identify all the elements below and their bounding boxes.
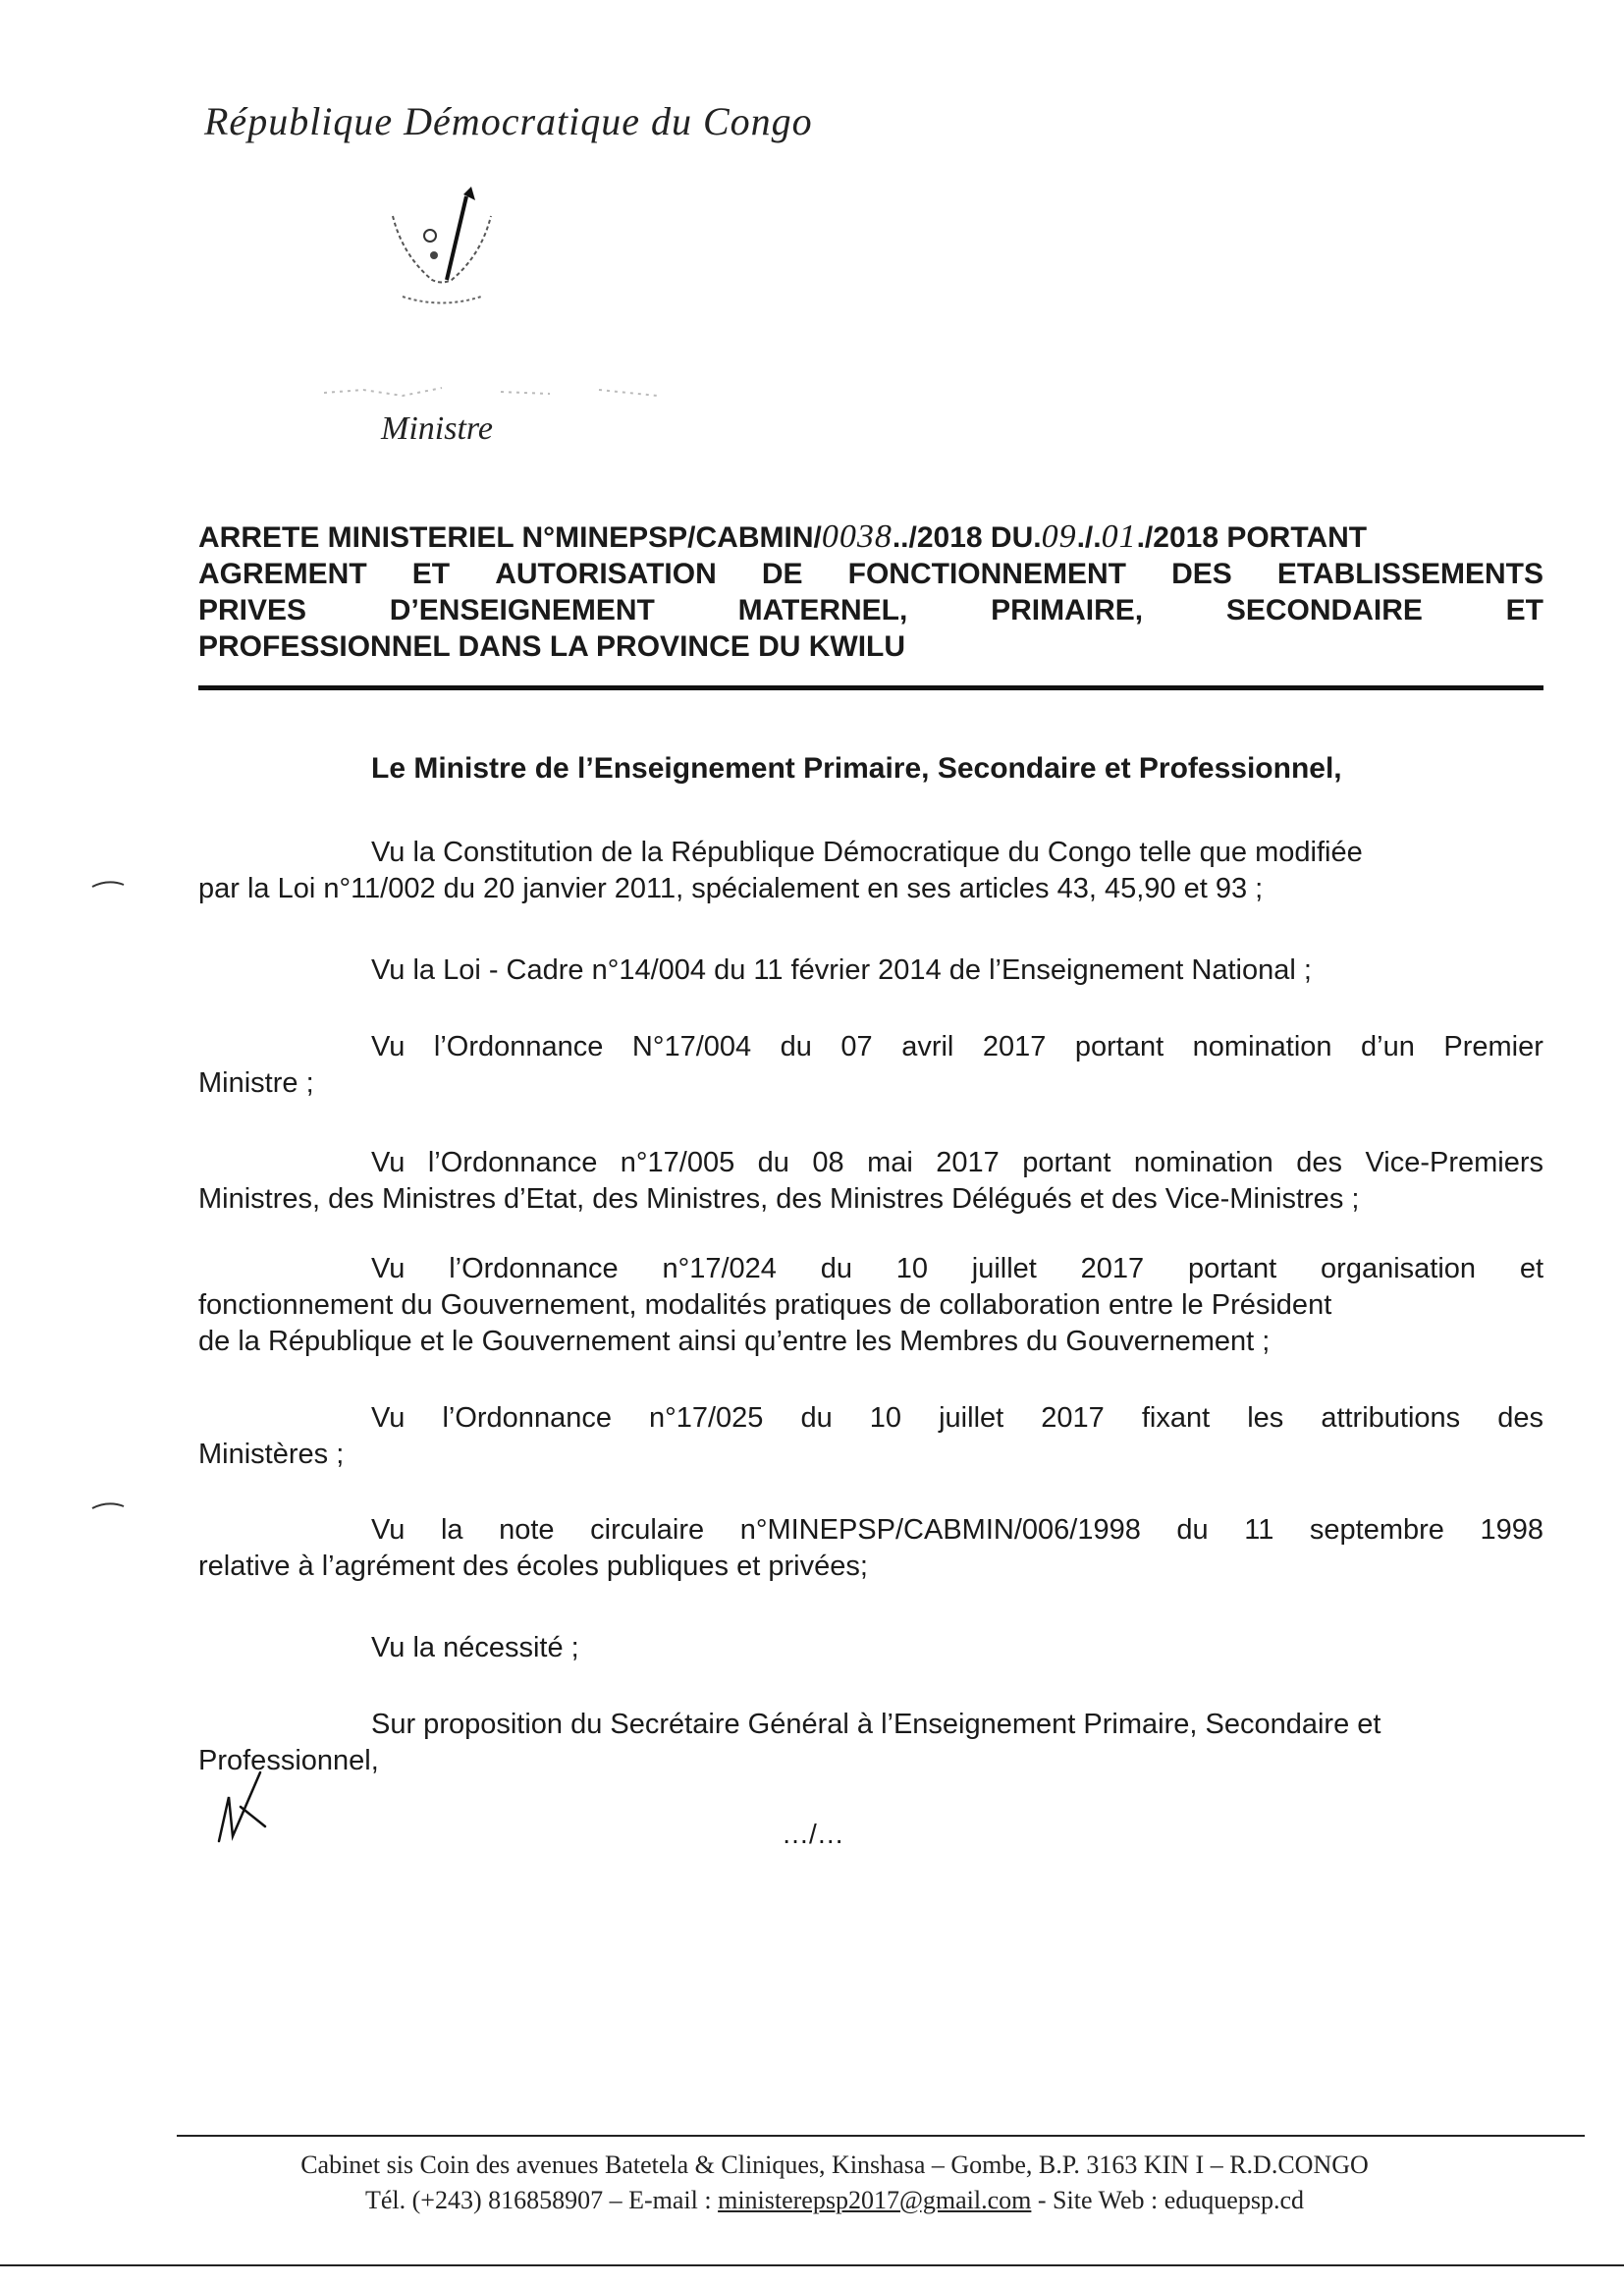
paragraph-constitution: Vu la Constitution de la République Démocratique du Congo telle que modifiée par la Loi n°11/002 du 20 janvier 2011, spécialement en ses articles 43, 45,90 et 93 ;: [198, 837, 1363, 904]
footer-contact: Tél. (+243) 816858907 – E-mail : ministerepsp2017@gmail.com - Site Web : eduquepsp.cd: [364, 2186, 1304, 2214]
paragraph-necessite: Vu la nécessité ;: [371, 1632, 579, 1663]
continuation-mark: …/…: [782, 1819, 844, 1849]
republic-header: République Démocratique du Congo: [204, 99, 813, 143]
footer-divider: [177, 2135, 1585, 2137]
paragraph-ordonnance-17-005: Vu l’Ordonnance n°17/005 du 08 mai 2017 portant nomination des Vice-Premiers Ministres, des Ministres d’Etat, des Ministres, des Ministres Délégués et des Vice-Ministres ;: [198, 1147, 1543, 1215]
title-line-4: PROFESSIONNEL DANS LA PROVINCE DU KWILU: [198, 630, 906, 663]
title-divider: [198, 685, 1543, 690]
date-day-handwritten: 09: [1041, 518, 1077, 555]
coat-of-arms-emblem: [373, 187, 511, 314]
title-line-3: PRIVES D’ENSEIGNEMENT MATERNEL, PRIMAIRE, SECONDAIRE ET: [198, 594, 1543, 626]
paragraph-ordonnance-17-004: Vu l’Ordonnance N°17/004 du 07 avril 2017 portant nomination d’un Premier Ministre ;: [198, 1031, 1543, 1099]
initials-signature: [211, 1768, 270, 1846]
minister-heading: Le Ministre de l’Enseignement Primaire, Secondaire et Professionnel,: [371, 752, 1342, 785]
margin-mark: [90, 879, 126, 889]
footer-address: Cabinet sis Coin des avenues Batetela & Cliniques, Kinshasa – Gombe, B.P. 3163 KIN I – R.D.CONGO: [300, 2150, 1369, 2179]
faint-stamp-mark: [324, 378, 677, 408]
paragraph-ordonnance-17-025: Vu l’Ordonnance n°17/025 du 10 juillet 2017 fixant les attributions des Ministères ;: [198, 1402, 1543, 1470]
title-line-2: AGREMENT ET AUTORISATION DE FONCTIONNEMENT DES ETABLISSEMENTS: [198, 558, 1543, 590]
decree-number-handwritten: 0038: [821, 518, 893, 555]
date-month-handwritten: 01: [1101, 518, 1137, 555]
ministre-label: Ministre: [381, 410, 493, 447]
paragraph-proposition: Sur proposition du Secrétaire Général à l’Enseignement Primaire, Secondaire et Professionnel,: [198, 1709, 1381, 1776]
paragraph-ordonnance-17-024: Vu l’Ordonnance n°17/024 du 10 juillet 2017 portant organisation et fonctionnement du Gouvernement, modalités pratiques de collaboration entre le Président de la République et le Gouvernement ainsi qu’entre les Membres du Gouvernement ;: [198, 1253, 1543, 1357]
margin-mark: [90, 1500, 126, 1510]
paragraph-note-circulaire: Vu la note circulaire n°MINEPSP/CABMIN/006/1998 du 11 septembre 1998 relative à l’agrément des écoles publiques et privées;: [198, 1514, 1543, 1582]
footer-email-link[interactable]: ministerepsp2017@gmail.com: [718, 2186, 1032, 2214]
paragraph-loi-cadre: Vu la Loi - Cadre n°14/004 du 11 février 2014 de l’Enseignement National ;: [371, 954, 1312, 986]
decree-title: [198, 518, 1543, 665]
page-bottom-rule: [0, 2264, 1624, 2266]
title-line-1: ARRETE MINISTERIEL N°MINEPSP/CABMIN/0038../2018 DU.09./.01./2018 PORTANT: [198, 518, 1368, 555]
